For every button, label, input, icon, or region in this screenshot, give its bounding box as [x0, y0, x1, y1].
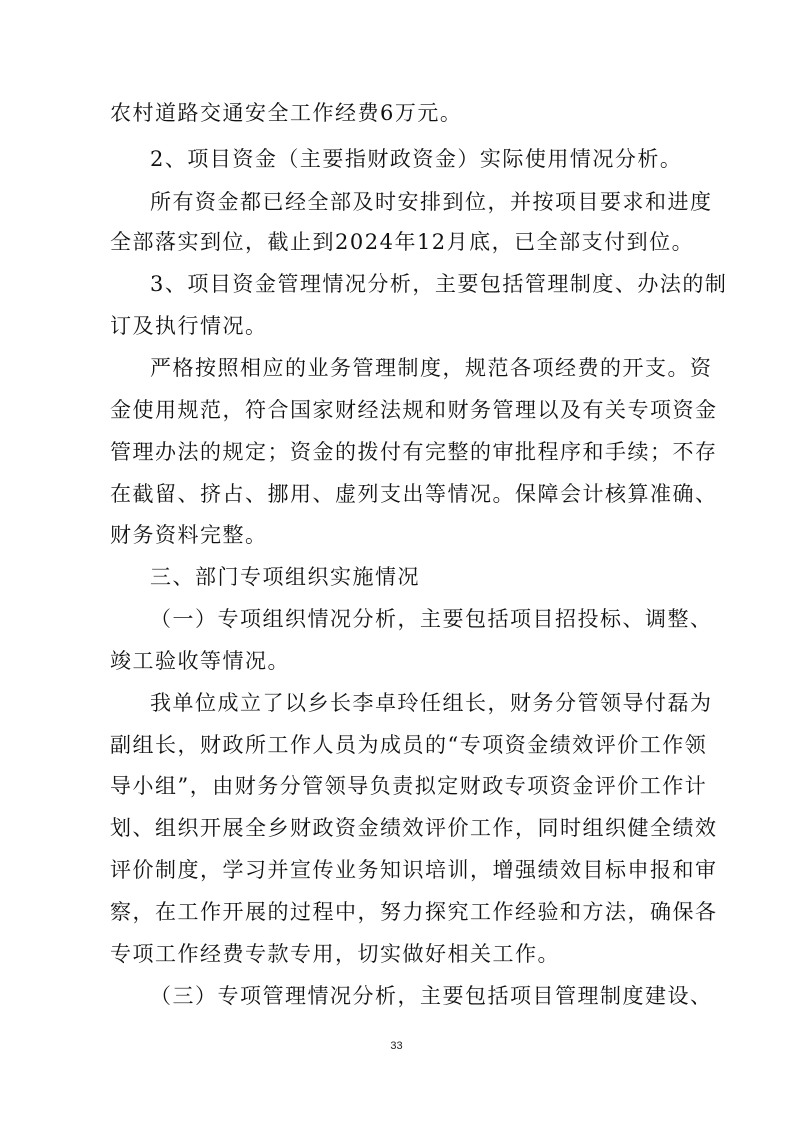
- text-line: 农村道路交通安全工作经费6万元。: [110, 101, 463, 125]
- text-line: 导小组”，由财务分管领导负责拟定财政专项资金评价工作计: [110, 774, 708, 798]
- section-heading: 三、部门专项组织实施情况: [150, 565, 420, 589]
- text-line: 我单位成立了以乡长李卓玲任组长，财务分管领导付磊为: [150, 691, 713, 715]
- text-line: 竣工验收等情况。: [110, 649, 290, 673]
- page-number: 33: [390, 1040, 403, 1052]
- text-line: 订及执行情况。: [110, 314, 268, 338]
- text-line: 财务资料完整。: [110, 523, 268, 547]
- text-line: 2、项目资金（主要指财政资金）实际使用情况分析。: [150, 147, 683, 171]
- text-line: 划、组织开展全乡财政资金绩效评价工作，同时组织健全绩效: [110, 816, 718, 840]
- text-line: 全部落实到位，截止到2024年12月底，已全部支付到位。: [110, 230, 695, 254]
- subsection-heading: （三）专项管理情况分析，主要包括项目管理制度建设、: [150, 984, 713, 1008]
- text-line: 严格按照相应的业务管理制度，规范各项经费的开支。资: [150, 356, 713, 380]
- subsection-heading: （一）专项组织情况分析，主要包括项目招投标、调整、: [150, 607, 713, 631]
- text-line: 金使用规范，符合国家财经法规和财务管理以及有关专项资金: [110, 398, 718, 422]
- text-line: 3、项目资金管理情况分析，主要包括管理制度、办法的制: [150, 272, 728, 296]
- text-line: 在截留、挤占、挪用、虚列支出等情况。保障会计核算准确、: [110, 482, 718, 506]
- text-line: 所有资金都已经全部及时安排到位，并按项目要求和进度: [150, 190, 713, 214]
- text-line: 评价制度，学习并宣传业务知识培训，增强绩效目标申报和审: [110, 858, 718, 882]
- text-line: 专项工作经费专款专用，切实做好相关工作。: [110, 942, 560, 966]
- text-line: 察，在工作开展的过程中，努力探究工作经验和方法，确保各: [110, 900, 718, 924]
- text-line: 副组长，财政所工作人员为成员的“专项资金绩效评价工作领: [110, 733, 708, 757]
- text-line: 管理办法的规定；资金的拨付有完整的审批程序和手续；不存: [110, 440, 718, 464]
